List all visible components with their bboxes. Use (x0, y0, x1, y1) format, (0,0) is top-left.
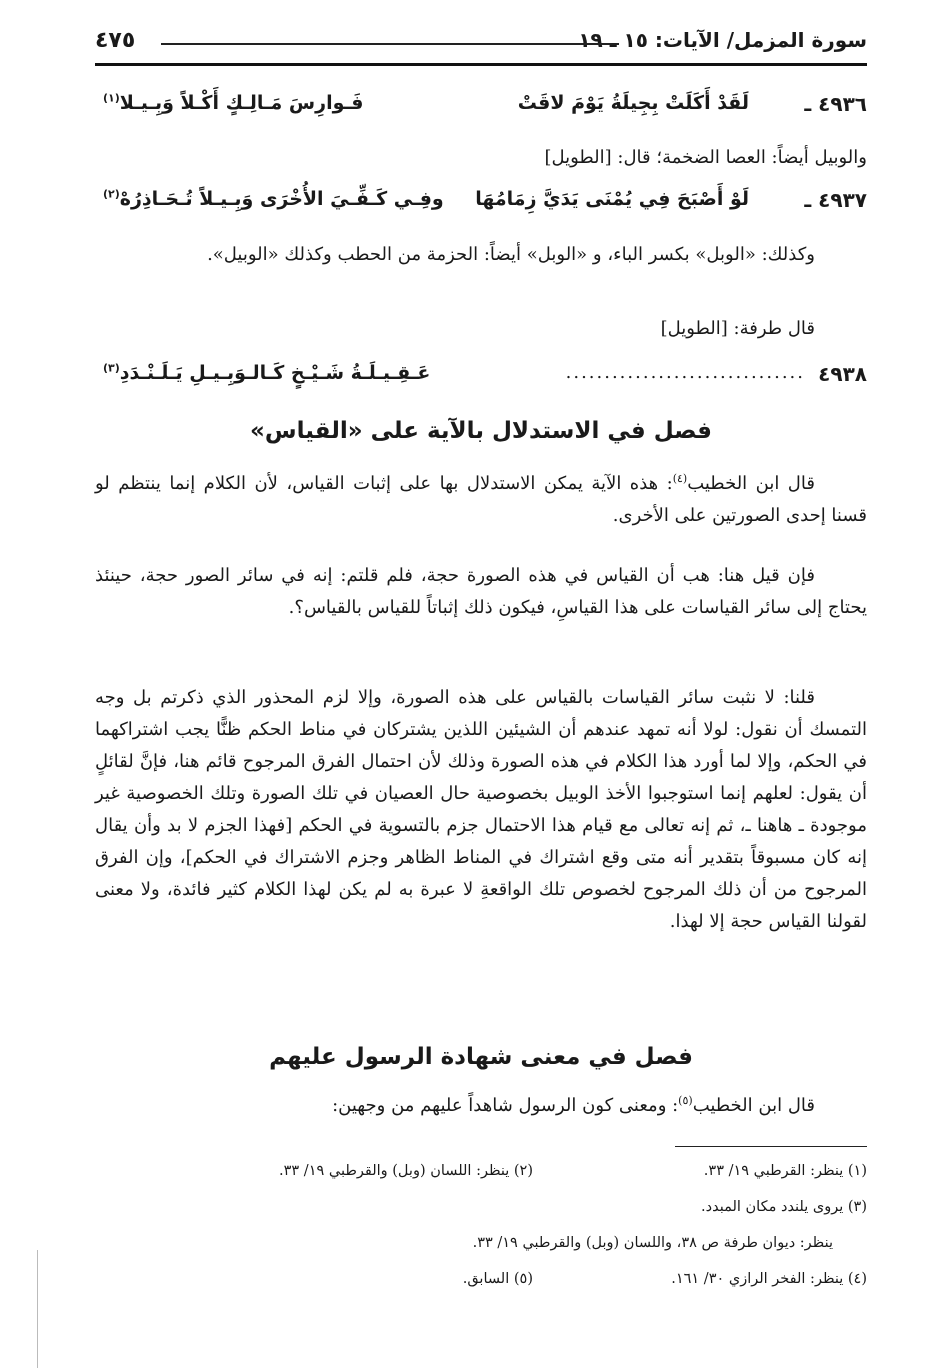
hemistich-text: فَـوارِسَ مَـالِـكٍ أَكْـلاً وَبِـيـلا (119, 92, 364, 114)
paragraph-ibn-khatib-1 (95, 468, 867, 532)
paragraph-kadhalika: وكذلك: «الوبل» بكسر الباء، و «الوبل» أيضاً: الحزمة من الحطب وكذلك «الوبيل». (207, 244, 815, 265)
verse-4937 (95, 184, 867, 224)
footnote-separator (675, 1146, 867, 1147)
footnote-2: (٢) ينظر: اللسان (وبل) والقرطبي ١٩/ ٣٣. (279, 1163, 533, 1179)
scan-margin-line (37, 1250, 38, 1368)
paragraph-text: قال ابن الخطيب (687, 473, 815, 494)
footnote-ref: (١) (103, 91, 120, 105)
paragraph-wabil: والوبيل أيضاً: العصا الضخمة؛ قال: [الطويل] (544, 147, 867, 168)
verse-number: ٤٩٣٨ (818, 362, 867, 386)
paragraph-tarafa: قال طرفة: [الطويل] (660, 318, 815, 339)
section-heading-shahada: فصل في معنى شهادة الرسول عليهم (269, 1044, 693, 1070)
footnote-3: (٣) يروى يلندد مكان المبدد. (701, 1199, 867, 1215)
verse-number: ٤٩٣٦ ـ (804, 92, 867, 116)
hemistich-text: عَـقِـيـلَـةُ شَـيْـخٍ كَـالـوَبِـيـلِ يَـلَـنْـدَدِ (119, 362, 431, 384)
footnote-3-source: ينظر: ديوان طرفة ص ٣٨، واللسان (وبل) والقرطبي ١٩/ ٣٣. (472, 1235, 833, 1251)
verse-second-hemistich (103, 362, 430, 384)
footnote-ref: (٥) (678, 1094, 693, 1107)
footnote-1: (١) ينظر: القرطبي ١٩/ ٣٣. (703, 1163, 867, 1179)
footnote-4: (٤) ينظر: الفخر الرازي ٣٠/ ١٦١. (671, 1271, 867, 1287)
verse-4938 (95, 358, 867, 398)
hemistich-text: وفِـي كَـفِّـيَ الأُخْرَى وَبِـيـلاً تُـحَـاذِرُهْ (119, 188, 444, 210)
header-rule (95, 63, 867, 66)
footnote-ref: (٢) (103, 187, 120, 201)
verse-number: ٤٩٣٧ ـ (804, 188, 867, 212)
section-heading-qiyas: فصل في الاستدلال بالآية على «القياس» (250, 418, 712, 444)
footnote-ref: (٤) (672, 472, 688, 485)
verse-dots: ............................... (565, 362, 805, 383)
footnote-5: (٥) السابق. (462, 1271, 533, 1287)
running-header (95, 22, 867, 66)
footnote-ref: (٣) (103, 361, 120, 375)
paragraph-answer: قلنا: لا نثبت سائر القياسات بالقياس على هذه الصورة، وإلا لزم المحذور الذي ذكرتم بل وجه التمسك أن نقول: لولا أنه تمهد عندهم أن الشيئين اللذين يشتركان في مناط الحكم ظنًّا يجب اشتراكهما في الحكم، وإلا لما أورد هذا الكلام في هذه الصورة وذلك لأن احتمال الفرق المرجوح قائم هنا، فإنَّ لقائلٍ أن يقول: لعلهم إنما استوجبوا الأخذ الوبيل بخصوصية حال العصيان في تلك الصورة وتلك الخصوصية غير موجودة ـ هاهنا ـ، ثم إنه تعالى مع قيام هذا الاحتمال جزم بالتسوية في الحكم [فهذا الجزم لا بد وأن يقال إنه كان مسبوقاً بتقدير أنه متى وقع اشتراك في المناط الظاهر وجزم الاشتراك في الحكم]، وإن الفرق المرجوح من أن ذلك المرجوح لخصوص تلك الواقعةِ لا عبرة به لم يكن لهذا الكلام كثير فائدة، ولا معنى لقولنا القياس حجة إلا لهذا. (95, 687, 867, 932)
paragraph-ibn-khatib-2 (95, 1090, 867, 1122)
paragraph-objection: فإن قيل هنا: هب أن القياس في هذه الصورة حجة، فلم قلتم: إنه في سائر الصور حجة، حينئذ يحتاج إلى سائر القياسات على هذا القياسِ، فيكون ذلك إثباتاً للقياس بالقياس؟. (95, 565, 867, 618)
page-number: ٤٧٥ (95, 28, 136, 53)
header-dash-line (161, 43, 619, 45)
paragraph-text: قال ابن الخطيب (692, 1095, 815, 1116)
verse-first-hemistich: لَقَدْ أَكَلَتْ بِجِيلَةُ يَوْمَ لاقَتْ (517, 92, 749, 114)
header-surah-title: سورة المزمل/ الآيات: ١٥ ـ ١٩ (578, 28, 867, 52)
verse-second-hemistich (103, 188, 444, 210)
verse-second-hemistich (103, 92, 363, 114)
verse-first-hemistich: لَوْ أَصْبَحَ فِي يُمْنَى يَدَيَّ زِمَامُهَا (475, 188, 749, 210)
paragraph-text: : هذه الآية يمكن الاستدلال بها على إثبات القياس، لأن الكلام إنما ينتظم لو قسنا إحدى الصورتين على الأخرى. (95, 473, 867, 526)
paragraph-text: : ومعنى كون الرسول شاهداً عليهم من وجهين: (332, 1095, 679, 1116)
verse-4936 (95, 88, 867, 128)
